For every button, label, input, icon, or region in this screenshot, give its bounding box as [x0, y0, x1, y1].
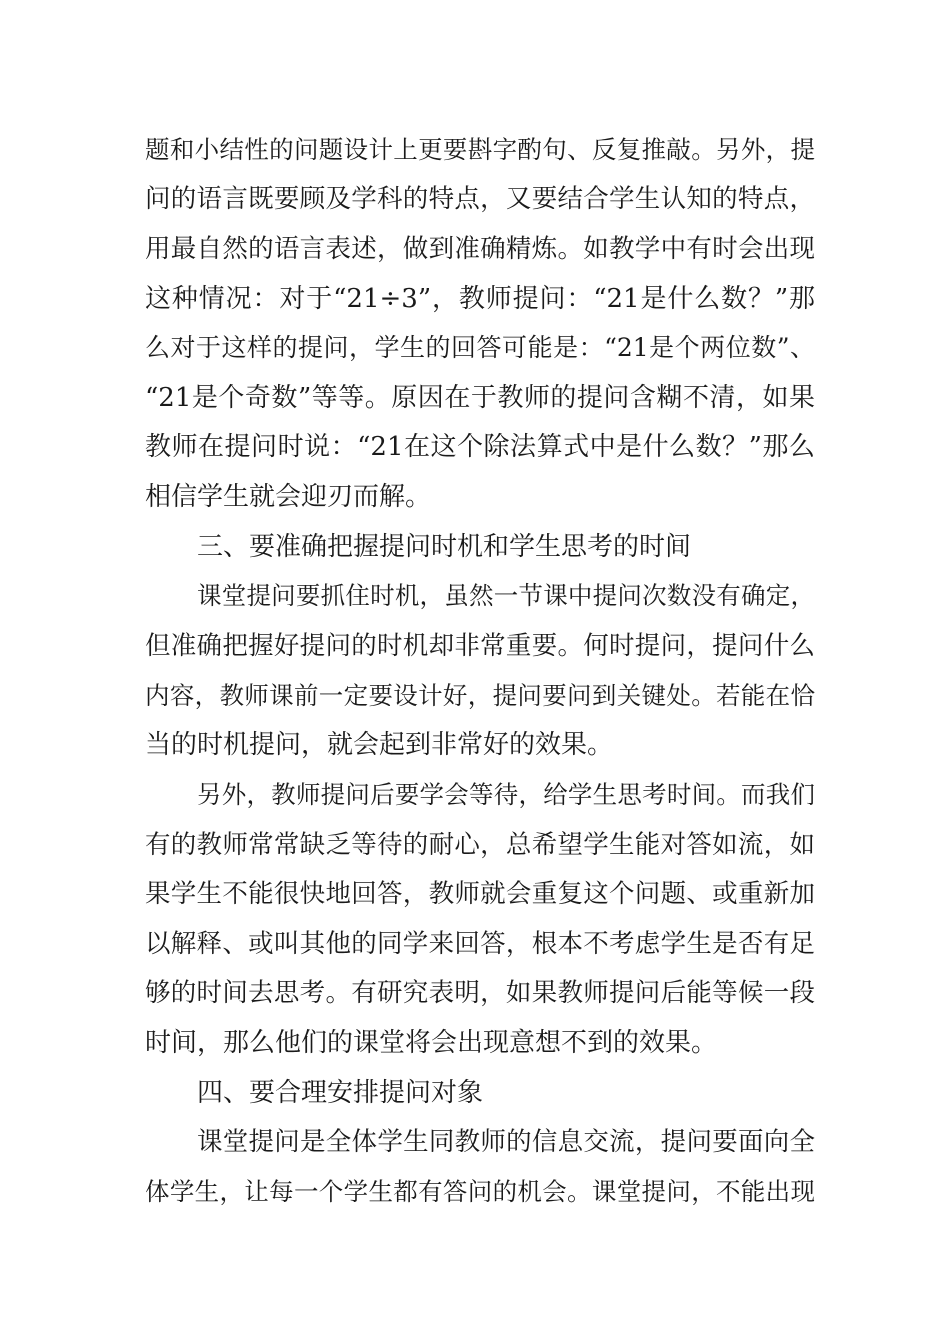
text-line: 另外，教师提问后要学会等待，给学生思考时间。而我们 [197, 780, 815, 809]
text-line: “21是个奇数”等等。原因在于教师的提问含糊不清，如果 [145, 383, 815, 413]
text-line: 问的语言既要顾及学科的特点，又要结合学生认知的特点， [145, 184, 815, 214]
text-line: 体学生，让每一个学生都有答问的机会。课堂提问，不能出现 [145, 1177, 815, 1206]
text-line: 这种情况：对于“21÷3”，教师提问：“21是什么数？”那 [145, 284, 815, 314]
text-line: 果学生不能很快地回答，教师就会重复这个问题、或重新加 [145, 879, 815, 909]
text-line: 够的时间去思考。有研究表明，如果教师提问后能等候一段 [145, 978, 815, 1008]
text-line: 教师在提问时说：“21在这个除法算式中是什么数？”那么 [145, 432, 815, 462]
text-line: 以解释、或叫其他的同学来回答，根本不考虑学生是否有足 [145, 929, 815, 959]
text-line: 用最自然的语言表述，做到准确精炼。如教学中有时会出现 [145, 234, 815, 264]
text-line: 时间，那么他们的课堂将会出现意想不到的效果。 [145, 1028, 718, 1058]
text-line: 相信学生就会迎刃而解。 [145, 482, 432, 512]
text-line: 么对于这样的提问，学生的回答可能是：“21是个两位数”、 [145, 333, 815, 362]
text-line: 内容，教师课前一定要设计好，提问要问到关键处。若能在恰 [145, 681, 815, 710]
text-line: 有的教师常常缺乏等待的耐心，总希望学生能对答如流，如 [145, 830, 815, 860]
text-line: 当的时机提问，就会起到非常好的效果。 [145, 730, 614, 760]
text-line: 但准确把握好提问的时机却非常重要。何时提问，提问什么 [145, 631, 815, 661]
text-line: 题和小结性的问题设计上更要斟字酌句、反复推敲。另外，提 [145, 135, 815, 164]
text-line: 课堂提问是全体学生同教师的信息交流，提问要面向全 [197, 1127, 815, 1157]
section-heading: 三、要准确把握提问时机和学生思考的时间 [197, 532, 692, 562]
section-heading: 四、要合理安排提问对象 [197, 1078, 484, 1108]
text-line: 课堂提问要抓住时机，虽然一节课中提问次数没有确定， [197, 581, 815, 610]
